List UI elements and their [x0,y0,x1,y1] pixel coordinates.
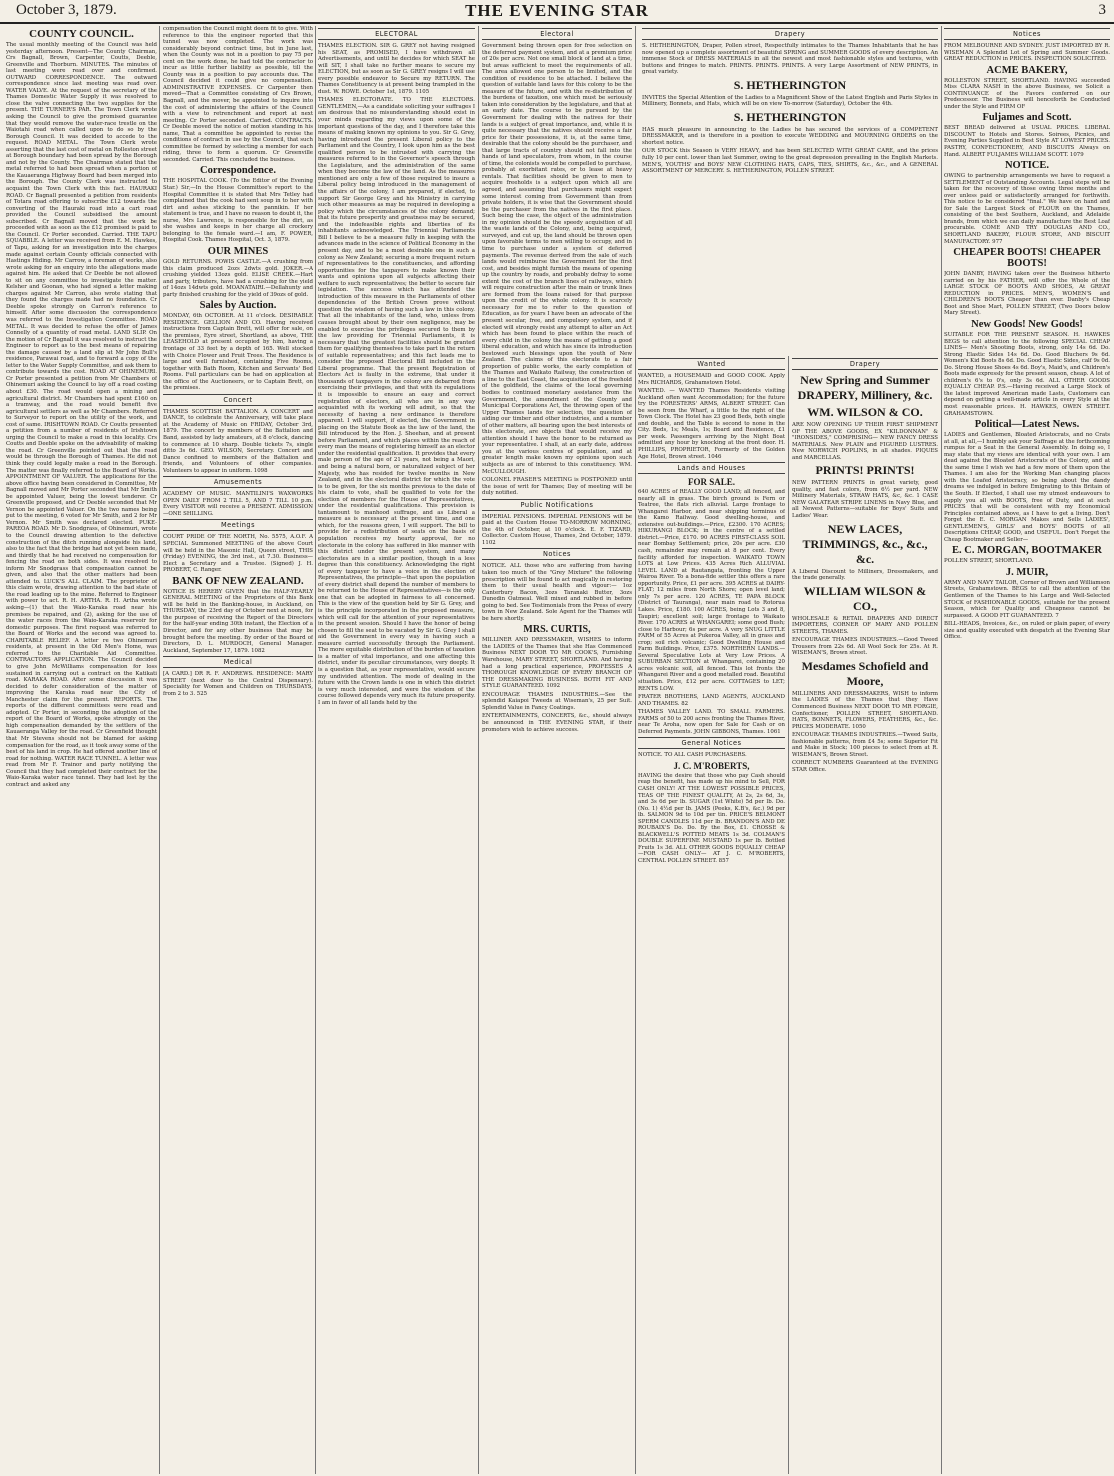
article-heading: Political—Latest News. [974,419,1080,431]
article-text: IMPERIAL PENSIONS. IMPERIAL PENSIONS will be paid at the Custom House TO-MORROW MORNING, the 4th of October, at 10 o'clock. E. F. TIZARD, Collector. Custom House, Thames, 2nd October, 1879. 1102 [482,513,632,546]
article-text: compensation the Council might deem fit to give. With reference to this the engineer reported that this tunnel was now completed. The work was considerably beyond contract time, but in June last, when the County was not in a position to pay 75 per cent on the work done, he had told the contractor to incur as little further liability as possible, till the County was in a position to pay accounts due. The Council decided it could give no compensation. ADMINISTRATIVE EXPENSES. Cr Carpenter then moved—That a Committee consisting of Crs Brown, Bagnall, and the mover, be appointed to inquire into the cost of administering the affairs of the Council with a view to retrenchment and report at next meeting. Cr Porter seconded. Carried. CONTRACTS. Cr Deeble moved the notice of motion standing in his name, That a committee be appointed to revise the conditions of contract in use by the Council, that such committee be formed by selecting a member for each riding, three to form a quorum. Cr Greenville seconded. Carried. This concluded the business. [163,26,313,163]
article-text: OUR STOCK this Season is VERY HEAVY, and has been SELECTED WITH GREAT CARE, and the prices fully 10 per cent. lower than last Summer, owing to the great depression prevailing in the English Markets. MEN'S, YOUTHS' and BOYS' NEW CLOTHING HATS, CAPS, TIES, SHIRTS, &c., &c., and A GENERAL ASSORTMENT OF MERCERY. S. HETHERINGTON, POLLEN STREET. [642,148,938,175]
article-heading: J. C. M'ROBERTS, [673,760,750,771]
article-text: MILLINERS AND DRESSMAKERS, WISH to inform the LADIES of the Thames that they Have Commenced Business NEXT DOOR TO MR FORGIE, Confectioner, POLLEN STREET, SHORTLAND. HATS, BONNETS, FLOWERS, FEATHERS, &c., &c. PRICES MODERATE. 1050 [792,690,938,730]
article-heading: S. HETHERINGTON [733,77,847,92]
column-rule [788,356,789,1474]
article-text: THE HOSPITAL COOK. (To the Editor of the Evening Star.) Sir,—In the House Committee's report to the Hospital Committee it is stated that Mrs Tetley had complained that the cook had sent soup in to her with dirt and ashes sticking to the pannikin. If her statement is true, and I have no reason to doubt it, the nurse, Mrs Lawrence, is responsible for the dirt, as she washes and keeps in her charge all crockery belonging to the female ward.—I am, F. POWER, Hospital Cook. Thames Hospital, Oct. 3, 1879. [163,178,313,244]
column-section-header: Wanted [638,358,785,370]
article-heading: OUR MINES [207,245,269,257]
article-heading: WM. WILSON & CO. [807,405,923,419]
article-text: MONDAY, 6th OCTOBER. At 11 o'clock. DESIRABLE RESIDENCE. GELLION AND CO. Having received instructions from Captain Brett, will offer for sale, on the premises, Eyre street, Shortland, as above, THE LEASEHOLD at present occupied by him, having a frontage of 33 feet by a depth of 165. Well stocked with Choice Flower and Fruit Trees. The Residence is large and well furnished, containing Five Rooms, together with Bath Room, Kitchen and Servants' Bed Rooms. Full particulars can be had on application at the office of the Auctioneers, or to Captain Brett, on the premises. [163,313,313,392]
article-text: COLONEL FRASER'S MEETING is POSTPONED until the issue of writ for Thames; Day of meeting will be duly notified. [482,477,632,497]
column-rule [478,26,479,1474]
article-text: THAMES ELECTORATE. TO THE ELECTORS. GENTLEMEN,—As a candidate soliciting your suffrages I am desirous that no misunderstanding should exist in your minds regarding my views upon some of the important questions of the day, and I therefore take this means of making known my opinions to you. Sir G. Grey, having introduced the present Liberal policy to the Parliament and the Country, I look upon him as the best qualified person to be intrusted with carrying the measures referred to in the Governor's speech through the Legislature, and the administration of the same when they become the law of the land. As the measures mentioned are only a few of those required to insure a Liberal policy being introduced in the management of the affairs of the colony, I am prepared, if elected, to support Sir George Grey and his Ministry in carrying such other measures as may be required in developing a policy which the circumstances of the colony demand; that its future prosperity and greatness may be secured, and the indefeasible rights and liberties of its inhabitants acknowledged. The Triennial Parliaments Bill I believe to be a measure fully in keeping with the advances made in the science of Political Economy in the present day, and to be a most desirable one in such a colony as New Zealand; securing a more frequent return of representatives to the constituencies, and affording opportunities for the taxpayers to make known their wants and opinions upon all subjects affecting their welfare to such representatives; the better to secure fair legislation. The success which has attended the introduction of this measure in the Parliaments of other dependencies of the British Crown prove without question the wisdom of having such a law in this colony. That all the inhabitants of the land, who, unless from causes brought about by their own negligence, may be enabled to exercise the privileges secured to them by the law providing for Triennial Parliaments, it is necessary that the greatest facilities should be granted them for qualifying themselves to take part in the return of suitable representatives; and this fact leads me to consider the proposed Electoral Bill included in the Liberal programme. That the present Registration of Electors Act is faulty in the extreme, that under it thousands of taxpayers in the colony are debarred from exercising their privileges, and that with its regulations it is impossible to ensure an easy and correct registration of electors, all who are in any way acquainted with its working will admit, so that the necessity of having a new ordinance is therefore apparent. I will support, if elected, the Government in placing on the Statute Book as the law of the land, the Bill introduced by the Hon. J. Sheehan, and at present before Parliament, and which places within the reach of every man the means of registering himself as an elector under the residential qualification. It provides that every male person of the age of 21 years, not being a Maori, and being a natural born, or naturalized subject of her Majesty, who has resided for twelve months in New Zealand, and in the electoral district for which the vote is to be given, for the six months previous to the date of his claim to vote, shall be qualified to vote for the election of members for the House of Representatives, under the residential qualifications. This provision is tantamount to manhood suffrage, and as Liberal a measure as is necessary at the present time, and one which, for the reasons given, I will support. The bill to provide for a redistribution of seats on the basis of population receives my hearty approval, for no electorate in the colony has suffered in like manner with this district under the present system, and many electorates are in a similar position, though in a less degree than this constituency. Acknowledging the right of every taxpayer to have a voice in the election of Representatives, the principle—that upon the population of every district shall depend the number of members to be returned to the House of Representatives—is the only one that can be adopted in fairness to all concerned. This is the view of the question held by Sir G. Grey, and is the principle incorporated in the proposed measure, which will call for the attention of your representatives in the present session. Should I have the honor of being chosen to fill the seat to be vacated by Sir G. Grey I shall aid the Government in every way in having such a measure carried successfully through the Parliament. The more equitable distribution of the burden of taxation is a matter of vital importance, and one affecting this district, under its peculiar circumstances, very deeply. It is a question that, as your representative, would secure my undivided attention. The mode of dealing in the future with the Crown lands is one in which this district is very much interested, and were the wisdom of the course followed depends very much its future prosperity. I am in favor of all lands held by the [318,97,475,706]
article-text: A Liberal Discount to Milliners, Dressmakers, and the trade generally. [792,568,938,582]
column-rule [315,26,316,1474]
article-text: THAMES SCOTTISH BATTALION. A CONCERT and DANCE, to celebrate the Anniversary, will take place at the Academy of Music on FRIDAY, October 3rd, 1879. The concert by members of the Battalion and Band, assisted by lady amateurs, at 8 o'clock, dancing to commence at 10 sharp. Double tickets 7s, single ditto 3s 6d. GEO. WILSON, Secretary. Concert and Dance confined to members of the Battalion and friends, and Volunteers of other companies. Volunteers to appear in uniform. 1098 [163,408,313,474]
article-text: ARMY AND NAVY TAILOR, Corner of Brown and Williamson Streets, Grahamstown. BEGS to call the attention of the Gentlemen of the Thames to his Large and Well-Selected STOCK of FASHIONABLE GOODS, suitable for the present Season, which for Quality and Cheapness cannot be surpassed. A GOOD FIT GUARANTEED. 7 [944,579,1110,619]
article-text: NOTICE. ALL those who are suffering from having taken too much of the "Grey Mixture" the following prescription will be found to act magically in restoring them to their usual health and vigour:— 1oz Canterbury Bacon, 3ozs Taranaki Butter, 3ozs Dunedin Oatmeal. Well mixed and rubbed in before going to bed. See Testimonials from the Press of every town in New Zealand. Sole Agent for the Thames will be here shortly. [482,563,632,622]
masthead [0,0,1114,24]
article-text: ENCOURAGE THAMES INDUSTRIES.—Tweed Suits, fashionable patterns, from £4 5s; some Superior Fit and Make in Stock; 100 pieces to select from at R. WISEMAN'S, Brown Street. [792,732,938,758]
article-text: CORRECT NUMBERS Guaranteed at the EVENING STAR Office. [792,760,938,773]
article-heading: FOR SALE. [687,477,735,488]
article-heading: COUNTY COUNCIL. [29,28,134,40]
article-heading: ACME BAKERY, [986,64,1068,76]
article-text: WHOLESALE & RETAIL DRAPERS AND DIRECT IMPORTERS, CORNER OF MARY AND POLLEN STREETS, THAMES. [792,615,938,635]
article-heading: E. C. MORGAN, BOOTMAKER [952,545,1102,557]
article-text: SUITABLE FOR THE PRESENT SEASON. H. HAWKES BEGS to call attention to the following SPECIAL CHEAP LINES— Men's Shooting Boots, strong, only 14s 6d. Do. Strong Elastic Sides 14s 6d. Do. Good Bluchers 9s 6d. Women's Kid Boots 8s 6d. Do. Good Elastic Sides, calf 9s 0d. Do. Strong House Shoes 4s 6d. Boy's, Maid's, and Children's Boots made expressly for the present season, cheap. A lot of children's 6's to 0's, only 3s 6d. ALL OTHER GOODS EQUALLY CHEAP. P.S.—Having received a Large Stock of the latest improved American made Lasts, Customers can depend on getting a well-made article in every Style at the most reasonable prices. H. HAWKES, OWEN STREET. GRAHAMSTOWN. [944,331,1110,417]
article-heading: Correspondence. [200,165,276,177]
article-text: 640 ACRES of REALLY GOOD LAND; all fenced, and nearly all in grass. The birch ground is Fern or Teatree, the flats rich alluvial. Large frontage to Whangarei Harbor, and near shipping terminus of the Kamo Railway. Good dwelling-house, and extensive out-buildings.—Price, £2300. 170 ACRES; HIKURANGI BLOCK; in the centre of a settled district.—Price, £170. 90 ACRES FIRST-CLASS SOIL near Bombay Settlement; price, 20s per acre. £30 cash, remainder may remain at 8 per cent. Every facility afforded for inspection. WAIKATO TOWN LOTS at Low Prices. 435 Acres Rich ALLUVIAL LEVEL LAND at Rautangata, fronting the Upper Wairoa River. To a bona-fide settler this offers a rare opportunity. Price, £1 per acre. 395 ACRES at DAIRY-FLAT; 12 miles from North Shore; open level land; only 7s per acre. 120 ACRES, TE PAPA BLOCK (District of Tauranga), near main road to Rotorua Lakes. Price, £180. 100 ACRES, being Lots 3 and 8, Taupiri; excellent soil; large frontage to Waikato River. 170 ACRES at WHANGAREI; some good Bush; close to Harbour; 6s per acre. A very SNUG LITTLE FARM of 55 Acres at Pukeroa Valley, all in grass and crop; soil rich volcanic; Good Dwelling House and Farm Buildings. Price, £375. NORTHERN LANDS.—Several Speculative Lots at Very Low Prices. A SUBURBAN SECTION at Whangarei, containing 20 acres volcanic soil, all fenced. This lot fronts the Whangarei River and a good metalled road. Beautiful situation. Price, £12 per acre. COTTAGES to LET; RENTS LOW. [638,489,785,692]
article-text: ENCOURAGE THAMES INDUSTRIES.—See the splendid Kaiapoi Tweeds at Wiseman's, 25 per Suit. Splendid Value in Fancy Coatings. [482,691,632,711]
article-text: POLLEN STREET, SHORTLAND. [944,558,1034,565]
article-text: NOTICE. TO ALL CASH PURCHASERS. [638,752,747,759]
article-text: BILL-HEADS, Invoices, &c., on ruled or plain paper, of every size and quality executed with despatch at the Evening Star Office. [944,621,1110,641]
article-text: S. HETHERINGTON, Draper, Pollen street, Respectfully intimates to the Thames Inhabitants that he has now opened up a complete assortment of beautiful SPRING and SUMMER GOODS of every description. An immense Stock of DRESS MATERIALS in all the newest and most fashionable styles and textures, with buttons and fringes to match. PRINTS. PRINTS. PRINTS. A very Large Assortment of NEW PRINTS, in great variety. [642,43,938,76]
section-heading: General Notices [638,737,785,749]
newspaper-title: THE EVENING STAR [465,1,649,20]
column-rule [941,26,942,1474]
article-text: ENCOURAGE THAMES INDUSTRIES.—Good Tweed Trousers from 22s 6d. All Wool Sock for 25s. At R. WISEMAN'S, Brown street. [792,637,938,657]
article-text: ROLLESTON STREET, SHORTLAND. HAVING succeeded Miss CLARA NASH in the above Business, we Solicit a CONTINUANCE of the Favors conferred on our Predecessor. The Business will henceforth be Conducted under the Style and FIRM OF [944,77,1110,110]
article-text: INVITES the Special Attention of the Ladies to a Magnificent Show of the Latest English and Paris Styles in Millinery, Bonnets, and Hats, which will be on view To-morrow (Saturday), October the 4th. [642,94,938,108]
article-heading: CHEAPER BOOTS! CHEAPER BOOTS! [953,247,1101,270]
column-7 [792,356,938,1474]
column-section-header: Electoral [482,28,632,40]
issue-date: October 3, 1879. [16,2,117,18]
column-4 [482,26,632,1474]
section-heading: Meetings [163,519,313,531]
article-heading: NEW LACES, TRIMMINGS, &c., &c., &c. [802,521,928,566]
article-text: ENTERTAINMENTS, CONCERTS, &c., should always be announced in THE EVENING STAR, if their promoters wish to achieve success. [482,713,632,733]
article-heading: PRINTS! PRINTS! [815,463,915,478]
article-text: Government being thrown open for free selection on the deferred payment system, and at a premium price of 20s per acre. Not one small block of land at a time, but areas sufficient to meet the requirements of all. The area allowed one person to be limited, and the condition of residence to be attached. I believe the question of suitable land laws for this colony to be the measure of the future, and with the re-distribution of the burdens of taxation, one which must be seriously taken into consideration by the legislature, and that at an early date. The course to be pursued by the Government for dealing with the natives for their lands is a subject of great importance, and, while it is quite necessary that the natives should receive a fair price for their possessions, it is, at the same time, desirable that the colony should be the purchaser, and that large tracts of country should not fall into the hands of land speculators, from whom, in the course of time, the colonists would be compelled to purchase, probably at exorbitant rates, or to lease at heavy rentals. That facilities should be given to men to acquire freeholds is a subject upon which all are agreed, and assuming that purchasers might expect some interest coming from Government than from private holders, it is wise that the Government should be the purchaser from the natives in the first place. Such being the case, the object of the administration in my opinion should be the speedy acquisition of all the waste lands of the Colony, and, being acquired, surveyed, and cut up, the land should be thrown open upon favorable terms to men willing to occupy, and in time to purchase under a system of deferred payments. The revenue derived from the sale of such lands would reimburse the Government for the first cost, and besides might furnish the means of opening up the country by roads, and probably defray to some extent the cost of the branch lines of railways, which will require construction after the main or trunk lines are formed from the loans raised for that purpose upon the credit of the whole colony. It is scarcely necessary for me to refer to the question of Education, as for years I have been an advocate of the present secular, free, and compulsory system, and if elected will strongly resist any attempt to alter an Act which has been found to place within the reach of every child in the colony the means of getting a good liberal education, and which has since its introduction bestowed such blessings upon the youth of New Zealand. The claims of this electorate to a fair proportion of public works, the early completion of the Thames and Waikato Railway, the construction of a line to the East Coast, the acquisition of the freehold of the goldfield, the claims of the local governing bodies to continued monetary assistance from the Government, the amendment of the County and Municipal Corporations Act, the throwing open of the Upper Thames lands for selection, the question of aiding our timber and other industries, and a number of other matters, all bearing upon the best interests of this electorate, are objects that would receive my attention should I have the honor to be returned as your representative. I shall, at an early date, address you at the various centres of population, and at greater length make known my opinions upon such subjects as are of interest to this constituency. WM. McCULLOUGH. [482,43,632,475]
section-heading: Notices [482,548,632,560]
article-text: OWING to partnership arrangements we have to request a SETTLEMENT of Outstanding Accounts. Legal steps will be taken for the recovery of those owing three months and over unless paid or satisfactorily arranged for forthwith. This notice to be considered "final." We have on hand and for Sale the Largest Stock of FLOUR on the Thames, consisting of the best Southern, Auckland, and Adelaide brands, from which we can daily manufacture the Best Loaf procurable. COME AND TRY DOUGLAS AND CO., SHORTLAND BAKERY, FLOUR STORE, AND BISCUIT MANUFACTORY. 977 [944,173,1110,245]
article-text: COURT PRIDE OF THE NORTH, No. 5575, A.O.F. A SPECIAL Summoned MEETING of the above Court will be held in the Masonic Hall, Queen street, THIS (Friday) EVENING, the 3rd inst., at 7.30. Business—Elect a Secretary and a Trustee. (Signed) J. H. PROBERT, C. Ranger. [163,534,313,574]
column-section-header: ELECTORAL [318,28,475,40]
article-text: THAMES ELECTION. SIR G. GREY not having resigned his SEAT, as PROMISED, I have withdrawn all Advertisements, and until he decides for which SEAT he will SIT, I shall take no further means to secure my ELECTION, but as soon as Sir G. GREY resigns I will use every possible endeavor to Secure my RETURN. The Thames Constituency is at present being trampled in the dust. W. ROWE. October 1st, 1879. 1105 [318,43,475,95]
article-text: WANTED. — WANTED Thames Residents visiting Auckland often want Accommodation; for the future try the FORESTERS' ARMS, ALBERT STREET. Can be seen from the Wharf, a little to the right of the Town Clock. The Hotel has 23 good Beds, both single and double, and the Table is second to none in the City. Beds, 1s; Meals, 1s; Board and Residence, £1 per week. Passengers arriving by the Night Boat admitted any hour by knocking at the front door. H. PHILLIPS, PROPRIETOR, Formerly of the Golden Age Hotel, Brown street. 1046 [638,388,785,460]
section-heading: Medical [163,656,313,668]
section-heading: Public Notifications [482,499,632,511]
article-text: HAS much pleasure in announcing to the Ladies he has secured the services of a COMPETENT DRESSMAKER, and is therefore in a position to execute WEDDING and MOURNING ORDERS on the shortest notice. [642,126,938,146]
column-8 [944,26,1110,1474]
article-heading: J. MUIR, [1005,566,1049,578]
article-text: ACADEMY OF MUSIC. MANTILINI'S WAXWORKS OPEN DAILY FROM 2 TILL 5, AND 7 TILL 10 p.m. Every VISITOR will receive a PRESENT. ADMISSION—ONE SHILLING. [163,491,313,517]
article-heading: S. HETHERINGTON [733,109,847,124]
article-heading: New Spring and Summer DRAPERY, Millinery, &c. [797,373,933,402]
article-heading: Fuljames and Scott. [982,112,1072,124]
article-text: FROM MELBOURNE AND SYDNEY. JUST IMPORTED BY R. WISEMAN A Splendid Lot of Spring and Summer Goods. GREAT REDUCTION in PRICES. INSPECTION SOLICITED. [944,43,1110,63]
page-number: 3 [1098,2,1106,18]
article-text: NOTICE IS HEREBY GIVEN that the HALF-YEARLY GENERAL MEETING of the Proprietors of this Bank will be held in the Banking-house, in Auckland, on THURSDAY, the 23rd day of October next at noon, for the purpose of receiving the Report of the Directors for the half-year ending 30th instant, the Election of a Director, and for any other business that may be brought before the meeting. By order of the Board of Directors, D. L. MURDOCH, General Manager. Auckland, September 17, 1879. 1082 [163,588,313,654]
article-heading: WILLIAM WILSON & CO., [803,583,927,613]
column-6-wide [642,26,938,356]
column-section-header: Drapery [792,358,938,370]
article-heading: Sales by Auction. [199,300,277,312]
column-rule [635,26,636,1474]
section-heading: Concert [163,394,313,406]
article-text: GOLD RETURNS. POWIS CASTLE.—A crushing from this claim produced 2ozs 2dwts gold. JOKER.—A crushing yielded 13ozs gold. ELISE CREEK.—Hart and party, tributers, have had a crushing for the yield of 14ozs 14dwts gold. MOANATAIRI.—Dellahunty and party finished crushing for the yield of 39ozs of gold. [163,258,313,298]
section-heading: Amusements [163,476,313,488]
article-text: LADIES and Gentlemen, Bloated Aristocrats, and no Crats at all, at all,—I humbly ask your Suffrage at the forthcoming rumpus for a Seat in the General Assembly. In doing so, I may state that my views are identical with your own. I am dead against the Bloated Aristocrats of the Colony, and at the same time I wish we had a few more of them upon the Thames. I am also for the Working Man changing places with the Loafed Aristocracy, so being about the dandy dreams we indulged in before Emigrating to this Britain of the South. If Elected, I shall use my utmost endeavours to supply you all with BOOTS, free of Duty, and at such PRICES that will be consistent with my Economical Principles contained above, as I have to get a living. Don't Forget the E. C. MORGAN Makes and Sells LADIES', GENTLEMEN'S, GIRLS' and BOYS' BOOTS of all Descriptions CHEAP, GOOD, and USEFUL. Don't Forget the Cheap Bootmaker and Seller— [944,432,1110,543]
column-5 [638,356,785,1474]
column-2 [163,26,313,1474]
column-rule [159,26,160,1474]
article-text: JOHN DANBY, HAVING taken over the Business hitherto carried on by his FATHER, will offer the Whole of the LARGE STOCK OF BOOTS AND SHOES, At GREAT REDUCTION in PRICES. MEN'S, WOMEN'S and CHILDREN'S BOOTS Cheaper than ever. Danby's Cheap Boot and Shoe Mart, POLLEN STREET, (Two Doors below Mary Street). [944,271,1110,317]
column-1 [6,26,157,1474]
article-text: MILLINER AND DRESSMAKER, WISHES to inform the LADIES of the Thames that she Has Commenced Business NEXT DOOR TO MR COOK'S, Furnishing Warehouse, MARY STREET, SHORTLAND. And having had a long practical experience, PROFESSES A THOROUGH KNOWLEDGE OF EVERY BRANCH OF THE DRESSMAKING BUSINESS. BOTH FIT AND STYLE GUARANTEED. 1092 [482,637,632,690]
article-text: FRATER BROTHERS, LAND AGENTS, AUCKLAND AND THAMES. 82 [638,694,785,707]
article-heading: MRS. CURTIS, [523,624,591,636]
article-heading: NOTICE. [1004,160,1050,172]
section-heading: Lands and Houses [638,462,785,474]
column-section-header: Drapery [642,28,938,40]
article-text: NEW PATTERN PRINTS in great variety, good quality, and fast colors, from 6½ per yard. NEW Millinery Materials, STRAW HATS, &c, &c. 1 CASE NEW GALATEAR STRIPE LINENS in Navy Blue, and all Newest Patterns—suitable for Boys' Suits and Ladies' Wear. [792,480,938,520]
article-text: HAVING the desire that those who pay Cash should reap the benefit, has made up his mind to Sell, FOR CASH ONLY! AT THE LOWEST POSSIBLE PRICES, TEAS OF THE FINEST QUALITY, At 2s, 2s 6d, 3s, and 3s 6d per lb. SUGAR (1st White) 5d per lb. Do. (No. 1) 4½d per lb. JAMS (Peeks, K.B's, &c.) 9d per lb. SALMON 9d to 10d per tin. PRICE'S BELMONT SPERM CANDLES 11d per lb. BRANDON'S AND DE ROUBAIX'S Do. Do. By the Box, £1. CROSSE & BLACKWELL'S POTTED MEATS 1s 3d. COLMAN'S DOUBLE SUPERFINE MUSTARD 1s per lb. Bottled Fruits 1s 3d. ALL OTHER GOODS EQUALLY CHEAP —FOR CASH ONLY— AT J. C. M'ROBERTS, CENTRAL POLLEN STREET. 857 [638,772,785,864]
column-section-header: Notices [944,28,1110,40]
article-heading: BANK OF NEW ZEALAND. [172,575,304,587]
article-text: BEST BREAD delivered at USUAL PRICES. LIBERAL DISCOUNT to Hotels and Stores. Soirees, Picnics, and Evening Parties Supplied in Best Style AT LOWEST PRICES. PASTRY, CONFECTIONERY, AND BISCUITS Always on Hand. ALBERT FULJAMES WILLIAM SCOTT. 1079 [944,125,1110,158]
article-text: The usual monthly meeting of the Council was held yesterday afternoon. Present—The County Chairman, Crs Bagnall, Brown, Carpenter, Coutts, Deeble, Greenville and Thorburn. MINUTES. The minutes of last meeting were read over and confirmed. OUTWARD CORRESPONDENCE. The outward correspondence since last meeting was read over. WATER VALVE. At the request of the secretary of the Thames Domestic Water Supply it was resolved to close the valve connecting the two supplies for the present. THE TURNER'S PAR. The Town Clerk wrote asking the Council to give the promised guarantee that they would remove the water-race trestle on the Waiotahi road when called upon to do so by the Borough Council. It was decided to accede to the request. ROAD METAL. The Town Clerk wrote asserting that the last cost of metal on Rolleston street at Borough boundary had been spread by the Borough and not by the County. The Chairman stated that the metal referred to had been spread when a portion of the Kauaeranga Highway Board had been merged into the Borough. The County Clerk was instructed to acquaint the Town Clerk with this fact. HAURAKI ROAD. Cr Bagnall presented a petition from residents of Totara road offering to subscribe £12 towards the converting of the Hauraki road into a cart road provided the Council subsidised the amount subscribed. Cr Bagnall moved that the work be proceeded with as soon as the £12 promised is paid to the Council. Cr Porter seconded. Carried. THE TAPU SQUABBLE. A letter was received from E. M. Hawkes, of Tapu, asking for an investigation into the charges made against certain County officials connected with Hastings Hiding. Mr Carrow, a foreman of works, also wrote asking for an enquiry into the allegations made against him. He asked that Cr Deeble be not allowed to sit on any committee to investigate the matter. Kelsher and Goonan, who had signed a letter making charges against Mr Carron, also wrote stating that they found the charges made had no foundation. Cr Deeble spoke strongly on Carron's reference to himself. After some discussion the correspondence was referred to the Investigation Committee. ROAD METAL. It was decided to refuse the offer of James Connelly of a quantity of road metal. LAND SLIP. On the motion of Cr Bagnall it was resolved to instruct the Engineer to report as to the best means of repairing the damage caused by a land slip at Mr John Bull's residence, Parawai road, and to forward a copy of the letter to the Water Supply Committee, and ask them to contribute towards the cost. ROAD AT OHINEMURI. Cr Porter presented a petition from Mr Chambers of Ohinemuri asking the Council to lay off a road costing about £30. The road would open a mining and agricultural district. Mr Chambers had spent £160 on a tramway, and the road would benefit five agricultural settlers as well as Mr Chambers. Referred to Surveyor to report on the utility of the work, and cost of same. IRISHTOWN ROAD. Cr Coutts presented a petition from a number of residents of Irishtown urging the Council to make a road in this locality. Crs Coutts and Deeble spoke on the advisability of making the road. Cr Greenville pointed out that the road would be through the Borough of Thames. He did not think they could legally make a road in the Borough. The matter was finally referred to the Board of Works. APPOINTMENT OF VALUER. The applications for the above office having been considered in Committee, Mr Bagnall moved and Mr Porter seconded that Mr Smith be appointed Valuer, being the lowest tenderer. Cr Greenville proposed, and Cr Deeble seconded that Mr Vernon be appointed Valuer. On the two names being put to the meeting, 6 voted for Mr Smith, and 2 for Mr Vernon. Mr Smith was declared elected. PUKE-PAREOA ROAD. Mr D. Snodgrass, of Ohinemuri, wrote to the Council drawing attention to the defective construction of the ditch running alongside his land, also to the fact that the bridge had not yet been made, and thirdly that he had received no compensation for fencing the road on both sides. It was resolved to inform Mr Snodgrass that compensation cannot be given, and also that the other matters had been attended to. LUCK'S ALL CLAIM. The proprietor of this claim wrote, drawing attention to the bad state of the road leading up to the mine. Referred to Engineer with power to act. R. H. ARTHA. R. H. Artha wrote asking—(1) that the Waio-Karaka road near his premises be repaired, and (2), asking for the use of the water races from the Waio-Karaka reservoir for domestic purposes. The first request was referred to the Board of Works and the second was agreed to. CHARITABLE RELIEF. A letter re two Ohinemuri residents, at present in the Old Men's Home, was referred to the Charitable Aid Committee. CONTRACTORS APPLICATION. The Council decided to give John McWilliams compensation for loss sustained in carrying out a contract on the Katikati road. KARAKA ROAD. After some discussion it was decided to defer consideration of the matter of improving the Karaka road near the City of Manchester claim for the present. REPORTS. The reports of the different committees were read and adopted. Cr Porter, in seconding the adoption of the report of the Board of Works, spoke strongly on the high compensation demanded by the settlers of the Kauaeranga Valley for the road. Cr Greenfield thought that Mr Stevens should not be blamed for asking compensation for the road, as it took away some of the best of his land in crop. He had offered another line of road for nothing. WATER RACE TUNNEL. A letter was read from Mr F. Trainor and party notifying the Council that they had completed their contract for the Waio-Karaka water race tunnel. They had lost by the contract and asked any [6,42,157,788]
article-heading: Mesdames Schofield and Moore, [801,658,929,688]
article-text: THAMES VALLEY LAND. TO SMALL FARMERS. FARMS of 50 to 200 acres fronting the Thames River, near Te Aroha, now open for Sale for Cash or on Deferred Payments. JOHN GIBBONS, Thames. 1061 [638,709,785,735]
column-3 [318,26,475,1474]
article-text: ARE NOW OPENING UP THEIR FIRST SHIPMENT OF THE ABOVE GOODS, EX "KILDONNAN" & "IRONSIDES," COMPRISING— NEW FANCY DRESS MATERIALS. New PLAIN and FIGURED LUSTRES. New NORWICH POPLINS, in all shades. PIQUES and MARCELLAS. [792,422,938,461]
article-heading: New Goods! New Goods! [971,318,1083,330]
article-text: [A CARD.] DR R. F. ANDREWS. RESIDENCE: MARY STREET (next door to the Central Dispensary). Speciality for Women and Children on THURSDAYS, from 2 to 3. 525 [163,671,313,697]
article-text: WANTED, a HOUSEMAID and GOOD COOK. Apply Mrs RICHARDS, Grahamstown Hotel. [638,373,785,386]
